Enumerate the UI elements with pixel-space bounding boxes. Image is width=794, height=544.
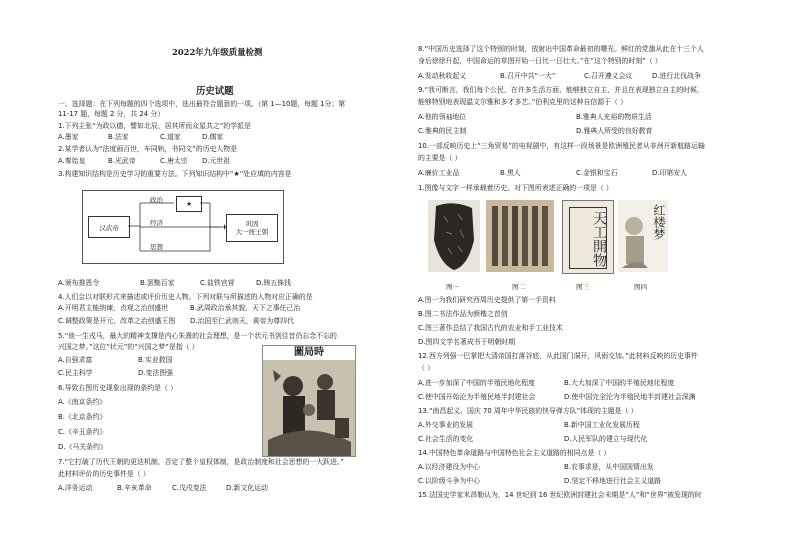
q2-option-c: C.唐太宗 xyxy=(160,157,188,165)
question-2: 2.某学者认为“法度画百世，车同轨，书同文”的历史人物是 xyxy=(58,145,238,153)
q12-option-d: D.使中国完全沦为半殖民地半封建社会深渊 xyxy=(564,393,696,401)
q5-option-c: C.民主科学 xyxy=(58,369,93,377)
section-instructions-2: 11-17 题，每题 2 分，共 24 分） xyxy=(58,110,165,118)
figure-4-caption: 图四 xyxy=(634,283,647,291)
cartoon-title: 圖局時 xyxy=(263,346,355,360)
diagram-label-thought: 思想 xyxy=(150,243,163,251)
q10-option-d: D.印第安人 xyxy=(652,169,688,177)
figure-1-caption: 图一 xyxy=(446,283,459,291)
q4-option-d: D.治国至仁武则天，黄帝为尊四代 xyxy=(190,317,294,325)
q11-option-d: D.图四文学名著成书于明朝时期 xyxy=(418,338,516,346)
q13-option-a: A.外交事业的发展 xyxy=(418,421,474,429)
q11-option-b: B.图二书法作品为颜楷之首创 xyxy=(418,310,508,318)
figure-3-tiangong-kaiwu xyxy=(562,200,614,274)
question-3: 3.构建知识结构是历史学习的重要方法。下列知识结构中“★”处应填的内容是 xyxy=(58,170,292,178)
question-4: 4.人们会以对联形式来描述或评价历史人物。下列对联与所描述的人物对应正确的是 xyxy=(58,293,313,301)
q5-option-a: A.自强求富 xyxy=(58,356,93,364)
question-10: 10.一部反映历史上“三角贸易”的电视剧中，有这样一段场景是欧洲殖民者从非洲开新航路运输 xyxy=(418,142,705,150)
exam-title: 2022年九年级质量检测 xyxy=(172,47,263,57)
q13-option-d: D.人民军队的建立与现代化 xyxy=(564,435,648,443)
q11-option-c: C.图三著作总结了我国古代的农业和手工业技术 xyxy=(418,324,563,332)
q1-option-a: A.墨家 xyxy=(58,133,79,141)
q1-option-c: C.道家 xyxy=(160,133,181,141)
q3-option-d: D.铸五铢钱 xyxy=(256,279,292,287)
q4-option-c: C.调整政策是开元，改革之治创盛王图 xyxy=(58,317,176,325)
q10-option-b: B.黑人 xyxy=(500,169,521,177)
q7-option-d: D.新文化运动 xyxy=(226,484,268,492)
q7-option-a: A.洋务运动 xyxy=(58,484,93,492)
question-6: 6.导致右图历史现象出现的条约是（ ） xyxy=(58,384,178,392)
q4-option-a: A.开明君主能纳谏，贞观之治创盛世 xyxy=(58,304,169,312)
question-7: 7.“它打破了历代王朝的更迭机制，否定了整个皇权体制，是政治制度和社会思想的一大跃进。” xyxy=(58,458,344,466)
q8-option-a: A.发动秋收起义 xyxy=(418,72,467,80)
question-9-cont: 能够特别地表现温文尔雅和多才多艺。”伯利克里的这种自信源于（ ） xyxy=(418,98,628,106)
q2-option-d: D.元世祖 xyxy=(202,157,231,165)
q6-option-b: B.《北京条约》 xyxy=(58,413,107,421)
q4-option-b: B.武周政治承其貌，天下之事任己治 xyxy=(190,304,301,312)
q8-option-c: C.召开遵义会议 xyxy=(584,72,633,80)
question-14: 14.中国特色革命道路与中国特色社会主义道路的相同点是（ ） xyxy=(418,449,611,457)
q3-option-b: B.罢黜百家 xyxy=(140,279,175,287)
figure-3-caption: 图三 xyxy=(576,283,589,291)
diagram-right-line1: 巩固 xyxy=(245,220,259,228)
q10-option-c: C.金银和宝石 xyxy=(576,169,618,177)
q12-option-a: A.进一步加深了中国的半殖民地化程度 xyxy=(418,379,536,387)
question-8-cont: 身后徐徐升起，中国命运的草图开始一日比一日壮大。”在“这个特别的时刻”（ ） xyxy=(418,57,662,65)
diagram-right-line2: 大一统王朝 xyxy=(235,228,269,236)
cartoon-drawing xyxy=(263,360,355,456)
oracle-bone-drawing xyxy=(428,200,480,272)
diagram-label-economy: 经济 xyxy=(150,219,163,227)
question-1: 1.下列主张“为政以德，譬如北辰，居其所而众星共之”的学派是 xyxy=(58,122,251,130)
subject-title: 历史试题 xyxy=(196,86,234,97)
q13-option-b: B.新中国工业化发展历程 xyxy=(564,421,640,429)
figure-1-oracle-bone xyxy=(428,200,480,272)
figure-4-dream-red-chamber xyxy=(618,200,668,272)
q10-option-a: A.廉价工业品 xyxy=(418,169,460,177)
q6-option-a: A.《南京条约》 xyxy=(58,398,107,406)
q7-option-c: C.戊戌变法 xyxy=(172,484,207,492)
q14-option-d: D.坚定不移地进行社会主义道路 xyxy=(564,477,662,485)
q5-option-d: D.变法图强 xyxy=(138,369,174,377)
section-instructions: 一、选择题：在下列每题的四个选项中，选出最符合题意的一项。（第 1—10题，每题 1分；第 xyxy=(58,100,346,108)
figure-2-calligraphy xyxy=(486,200,554,272)
q9-option-a: A.他的领袖地位 xyxy=(418,113,467,121)
q14-option-a: A.以经济建设为中心 xyxy=(418,463,480,471)
q5-option-b: B.实业救国 xyxy=(138,356,173,364)
q6-option-c: C.《辛丑条约》 xyxy=(58,428,107,436)
question-15: 15.法国史学家米昂勒认为，14 世纪到 16 世纪欧洲封建社会末期是“人”和“世界”被发现的时 xyxy=(418,491,702,499)
q11-option-a: A.图一为我们研究西周历史提供了第一手资料 xyxy=(418,296,556,304)
calligraphy-drawing xyxy=(486,200,554,272)
q9-option-b: B.雅典人充裕的物质生活 xyxy=(576,113,652,121)
question-13: 13.“南昌起义，国庆 70 周年中华民族的快导弹方队”体现的主题是（ ） xyxy=(418,407,638,415)
historical-cartoon-image xyxy=(262,345,356,457)
figure-2-caption: 图二 xyxy=(512,283,525,291)
q8-option-b: B.召开中共“一大” xyxy=(500,72,556,80)
question-9: 9.“我可断言，我们每个公民，在许多生活方面，能够独立自主，并且在表现独立自主的时候， xyxy=(418,86,704,94)
q1-option-b: B.法家 xyxy=(108,133,129,141)
question-5: 5.“他一生戎马，最大的精神支撑是内心朱熹的社会理想，是一个状元书剑往昔仍忘念不忘的 xyxy=(58,332,337,340)
q14-option-c: C.以阶级斗争为中心 xyxy=(418,477,481,485)
diagram-label-politics: 政治 xyxy=(150,196,163,204)
question-7-cont: 此材料评价的历史事件是（ ） xyxy=(58,470,150,478)
q12-option-c: C.使中国开始沦为半殖民地半封建社会 xyxy=(418,393,536,401)
q7-option-b: B.辛亥革命 xyxy=(117,484,152,492)
q2-option-a: A.秦始皇 xyxy=(58,157,86,165)
question-11: 1.图像与文字一样承载着历史。对下图所表述正确的一项是（ ） xyxy=(418,184,613,192)
q1-option-d: D.儒家 xyxy=(202,133,224,141)
q8-option-d: D.进行北伐战争 xyxy=(652,72,701,80)
tiangong-title: 天工開物 xyxy=(569,207,607,269)
q3-option-a: A.颁布推恩令 xyxy=(58,279,100,287)
q12-option-b: B.大大加深了中国的半殖民地化程度 xyxy=(564,379,675,387)
q2-option-b: B.光武帝 xyxy=(108,157,136,165)
question-12: 12.西方列强一巴掌把大清帝国打落谷底，从此国门洞开，风雨交加。”此材料反映的历史事件 xyxy=(418,352,698,360)
q14-option-b: B.农事求是，从中国国情出发 xyxy=(564,463,654,471)
q13-option-c: C.社会生活的变化 xyxy=(418,435,474,443)
question-12-cont: （ ） xyxy=(418,364,434,372)
q3-option-c: C.盐铁官营 xyxy=(200,279,235,287)
question-5-cont: 兴国之梦。”这位“状元”的“兴国之梦”是指（ ） xyxy=(58,343,199,351)
diagram-left-box: 汉武帝 xyxy=(88,216,130,238)
q9-option-c: C.雅典的民主制 xyxy=(418,127,467,135)
q6-option-d: D.《马关条约》 xyxy=(58,443,107,451)
red-chamber-title: 红楼梦 xyxy=(652,204,666,240)
q9-option-d: D.雅典人所受的良好教育 xyxy=(576,127,653,135)
question-10-cont: 的主要是（ ） xyxy=(418,154,462,162)
diagram-star-box: ★ xyxy=(176,196,202,212)
question-8: 8.“中国历史选择了这个特别的时刻，放射出中国革命最初的曙光。鲜红的党旗从此在十三个人 xyxy=(418,45,704,53)
